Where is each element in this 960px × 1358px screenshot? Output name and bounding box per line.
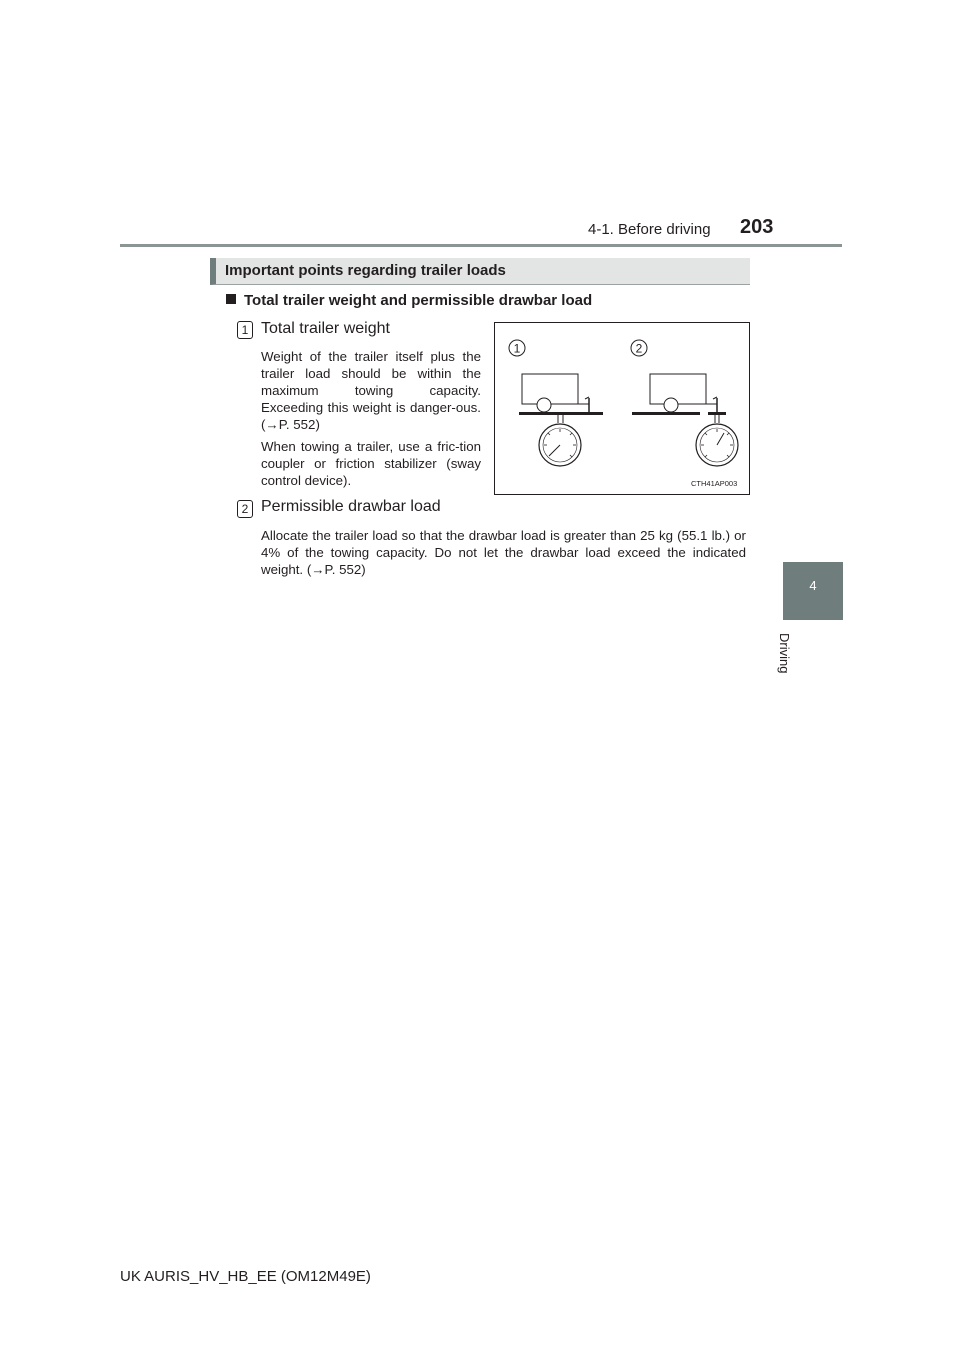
item-title-total-trailer-weight: Total trailer weight: [261, 320, 390, 337]
item-number-badge: 1: [237, 321, 253, 339]
chapter-label: Driving: [777, 633, 792, 674]
item-paragraph: When towing a trailer, use a fric-tion coupler or friction stabilizer (sway control device).: [261, 439, 481, 488]
figure-code: CTH41AP003: [691, 479, 738, 488]
header-section-title: 4-1. Before driving: [588, 221, 711, 238]
trailer-on-scale-left: [519, 374, 603, 423]
svg-text:2: 2: [635, 341, 643, 356]
trailer-load-figure: [494, 322, 750, 495]
subheading: [226, 292, 592, 309]
item-number-badge: 2: [237, 500, 253, 518]
section-title: Important points regarding trailer loads: [225, 262, 506, 279]
page-number: 203: [740, 216, 774, 238]
svg-text:1: 1: [513, 341, 521, 356]
figure-label-1: [509, 340, 525, 356]
square-bullet-icon: [226, 294, 236, 304]
header-rule: [120, 244, 842, 247]
trailer-scale-illustration: [495, 323, 749, 494]
chapter-number: 4: [809, 578, 817, 593]
item-title-permissible-drawbar-load: Permissible drawbar load: [261, 498, 441, 515]
scale-gauge-right: [696, 424, 738, 466]
trailer-on-scale-right: [632, 374, 726, 423]
footer-document-id: UK AURIS_HV_HB_EE (OM12M49E): [120, 1268, 371, 1285]
scale-gauge-left: [539, 424, 581, 466]
figure-label-2: [631, 340, 647, 356]
subheading-text: Total trailer weight and permissible drawbar load: [244, 292, 593, 309]
item-paragraph: Weight of the trailer itself plus the trailer load should be within the maximum towing capacity. Exceeding this weight is danger-ous. (→P. 552): [261, 349, 481, 432]
item-paragraph: Allocate the trailer load so that the drawbar load is greater than 25 kg (55.1 lb.) or 4% of the towing capacity. Do not let the drawbar load exceed the indicated weight. (→P. 552): [261, 528, 746, 577]
